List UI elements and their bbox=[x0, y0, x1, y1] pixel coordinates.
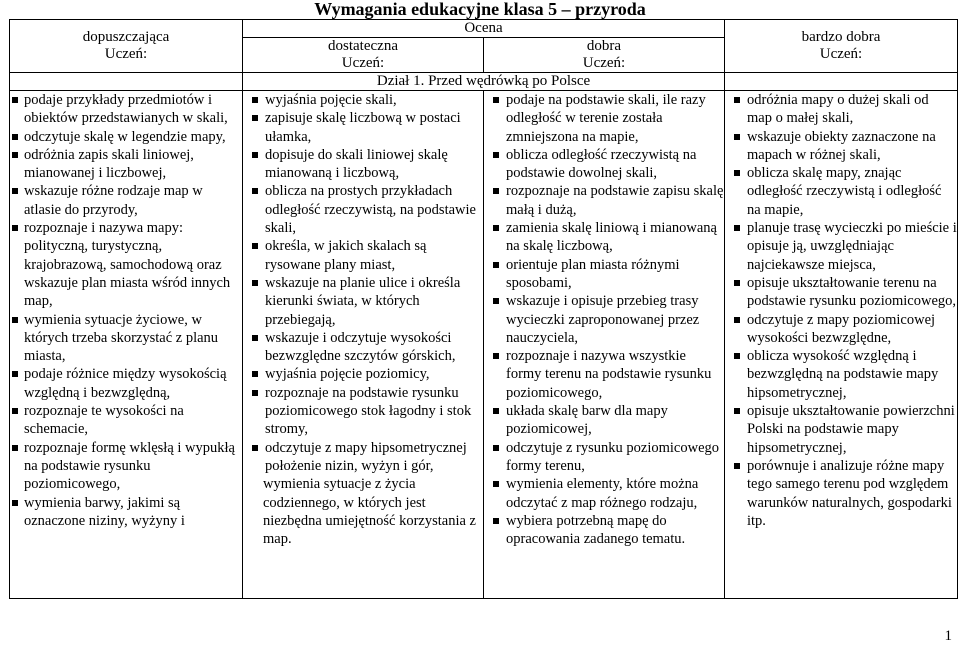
uczen-label: Uczeń: bbox=[819, 46, 863, 62]
ocena-header: Ocena bbox=[243, 20, 725, 38]
list-item: podaje różnice między wysokością względną i bezwzględną, bbox=[10, 365, 242, 402]
blank-cell-left bbox=[10, 73, 243, 91]
list-item: odczytuje z rysunku poziomicowego formy terenu, bbox=[488, 439, 724, 476]
grade-label: dopuszczająca bbox=[82, 29, 170, 45]
list-item: rozpoznaje na podstawie zapisu skalę małą i dużą, bbox=[488, 182, 724, 219]
list-item: zapisuje skalę liczbową w postaci ułamka, bbox=[247, 109, 483, 146]
list-item: odróżnia zapis skali liniowej, mianowanej i liczbowej, bbox=[10, 146, 242, 183]
grade-label: dobra bbox=[586, 38, 622, 54]
requirements-list bbox=[10, 91, 242, 530]
column-dopuszczajaca bbox=[10, 91, 243, 599]
page-number: 1 bbox=[944, 628, 952, 644]
section-heading: Dział 1. Przed wędrówką po Polsce bbox=[243, 73, 725, 91]
list-item: oblicza odległość rzeczywistą na podstawie dowolnej skali, bbox=[488, 146, 724, 183]
list-item: odróżnia mapy o dużej skali od map o małej skali, bbox=[729, 91, 957, 128]
list-item: odczytuje skalę w legendzie mapy, bbox=[10, 128, 242, 146]
list-item: wyjaśnia pojęcie poziomicy, bbox=[247, 365, 483, 383]
list-item: układa skalę barw dla mapy poziomicowej, bbox=[488, 402, 724, 439]
list-item: rozpoznaje na podstawie rysunku poziomicowego stok łagodny i stok stromy, bbox=[247, 384, 483, 439]
list-item: rozpoznaje i nazywa mapy: polityczną, turystyczną, krajobrazową, samochodową oraz wskazuje plan miasta wśród innych map, bbox=[10, 219, 242, 310]
column-bardzo-dobra bbox=[725, 91, 958, 599]
list-item: wskazuje i opisuje przebieg trasy wycieczki zaproponowanej przez nauczyciela, bbox=[488, 292, 724, 347]
requirements-table bbox=[9, 19, 958, 599]
list-item: odczytuje z mapy poziomicowej wysokości bezwzględne, bbox=[729, 311, 957, 348]
requirements-list bbox=[729, 91, 957, 530]
list-item: oblicza na prostych przykładach odległość rzeczywistą, na podstawie skali, bbox=[247, 182, 483, 237]
list-item: wymienia sytuacje z życia codziennego, w których jest niezbędna umiejętność korzystania z map. bbox=[263, 476, 476, 548]
grade-label: bardzo dobra bbox=[801, 29, 881, 45]
uczen-label: Uczeń: bbox=[104, 46, 148, 62]
list-item: planuje trasę wycieczki po mieście i opisuje ją, uwzględniając najciekawsze miejsca, bbox=[729, 219, 957, 274]
list-item: wymienia barwy, jakimi są oznaczone niziny, wyżyny i bbox=[10, 494, 242, 531]
list-item: podaje przykłady przedmiotów i obiektów przedstawianych w skali, bbox=[10, 91, 242, 128]
document-title: Wymagania edukacyjne klasa 5 – przyroda bbox=[314, 0, 646, 19]
header-dostateczna bbox=[243, 38, 484, 73]
list-item: dopisuje do skali liniowej skalę mianowaną i liczbową, bbox=[247, 146, 483, 183]
list-item: oblicza skalę mapy, znając odległość rzeczywistą i odległość na mapie, bbox=[729, 164, 957, 219]
blank-cell-right bbox=[725, 73, 958, 91]
column-dobra bbox=[484, 91, 725, 599]
list-item: rozpoznaje te wysokości na schemacie, bbox=[10, 402, 242, 439]
list-item: wyjaśnia pojęcie skali, bbox=[247, 91, 483, 109]
grade-label: dostateczna bbox=[328, 38, 398, 54]
list-item: opisuje ukształtowanie terenu na podstawie rysunku poziomicowego, bbox=[729, 274, 957, 311]
list-item: rozpoznaje formę wklęsłą i wypukłą na podstawie rysunku poziomicowego, bbox=[10, 439, 242, 494]
list-item: oblicza wysokość względną i bezwzględną na podstawie mapy hipsometrycznej, bbox=[729, 347, 957, 402]
uczen-label: Uczeń: bbox=[582, 55, 626, 71]
list-item: wybiera potrzebną mapę do opracowania zadanego tematu. bbox=[488, 512, 724, 549]
list-item: wymienia sytuacje życiowe, w których trzeba skorzystać z planu miasta, bbox=[10, 311, 242, 366]
list-item: odczytuje z mapy hipsometrycznej położenie nizin, wyżyn i gór, bbox=[247, 439, 483, 476]
list-item: opisuje ukształtowanie powierzchni Polski na podstawie mapy hipsometrycznej, bbox=[729, 402, 957, 457]
list-item: wskazuje różne rodzaje map w atlasie do przyrody, bbox=[10, 182, 242, 219]
list-item: zamienia skalę liniową i mianowaną na skalę liczbową, bbox=[488, 219, 724, 256]
header-dopuszczajaca bbox=[10, 20, 243, 73]
uczen-label: Uczeń: bbox=[341, 55, 385, 71]
list-item: porównuje i analizuje różne mapy tego samego terenu pod względem warunków naturalnych, gospodarki itp. bbox=[729, 457, 957, 530]
list-item: wskazuje i odczytuje wysokości bezwzględne szczytów górskich, bbox=[247, 329, 483, 366]
list-item: podaje na podstawie skali, ile razy odległość w terenie została zmniejszona na mapie, bbox=[488, 91, 724, 146]
header-dobra bbox=[484, 38, 725, 73]
list-item: określa, w jakich skalach są rysowane plany miast, bbox=[247, 237, 483, 274]
list-item: wskazuje obiekty zaznaczone na mapach w różnej skali, bbox=[729, 128, 957, 165]
header-bardzo-dobra bbox=[725, 20, 958, 73]
column-dostateczna bbox=[243, 91, 484, 599]
requirements-list bbox=[247, 91, 483, 548]
list-item: rozpoznaje i nazywa wszystkie formy terenu na podstawie rysunku poziomicowego, bbox=[488, 347, 724, 402]
list-item: orientuje plan miasta różnymi sposobami, bbox=[488, 256, 724, 293]
requirements-list bbox=[488, 91, 724, 548]
list-item: wskazuje na planie ulice i określa kierunki świata, w których przebiegają, bbox=[247, 274, 483, 329]
list-item: wymienia elementy, które można odczytać z map różnego rodzaju, bbox=[488, 475, 724, 512]
